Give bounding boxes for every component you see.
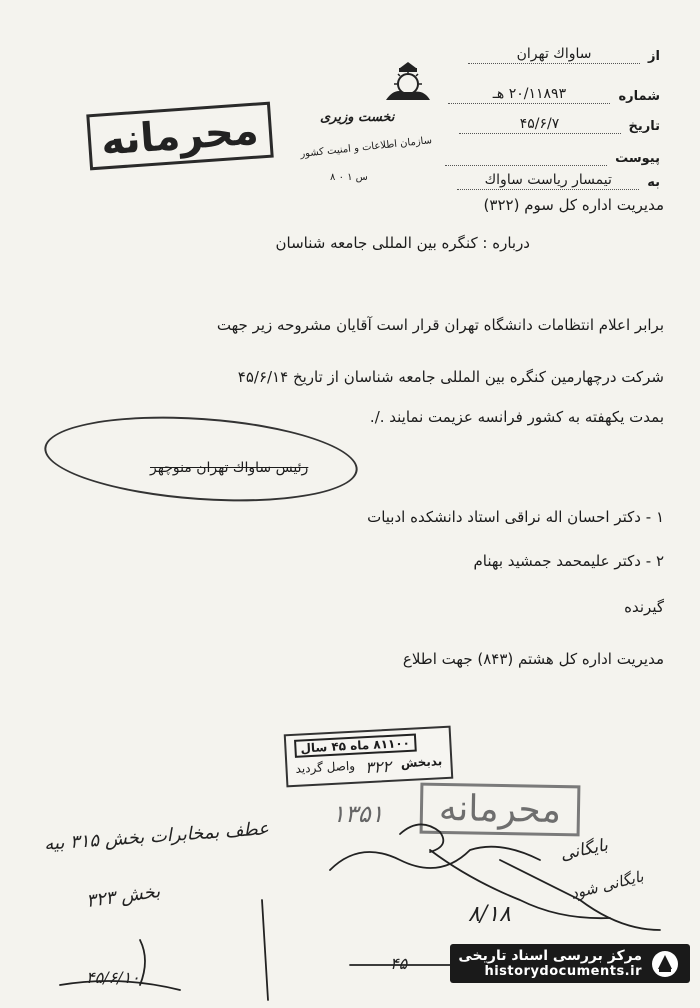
emblem	[348, 62, 468, 106]
recipients-label: گیرنده	[624, 598, 664, 616]
faint-handwritten-note: ۱۳۵۱	[332, 800, 384, 828]
emblem-code: س ۱ ۰ ۸	[330, 172, 368, 183]
handwritten-note-2: بخش ۳۲۳	[84, 880, 162, 913]
emblem-title: نخست وزیری	[320, 110, 395, 125]
confidential-stamp-top: محرمانه	[86, 102, 273, 171]
handwritten-note-5: ۸/۱۸	[468, 902, 511, 927]
person-2: ۲ - دکتر علیمحمد جمشید بهنام	[473, 552, 664, 570]
person-1: ۱ - دکتر احسان اله نراقی استاد دانشکده ادبیات	[367, 508, 664, 526]
emblem-subtitle: سازمان اطلاعات و امنیت کشور	[299, 135, 433, 160]
archive-logo-icon	[650, 949, 680, 979]
watermark-persian: مرکز بررسی اسناد تاریخی	[458, 948, 642, 964]
confidential-stamp-bottom: محرمانه	[420, 783, 581, 837]
registration-stamp-value: ۳۲۲	[364, 756, 392, 778]
registration-stamp-line1: ۸۱۱۰۰ ماه ۴۵ سال	[294, 734, 416, 758]
number-label: شماره	[618, 89, 660, 104]
recipient-line: مدیریت اداره کل سوم (۳۲۲)	[483, 196, 664, 214]
date-field	[459, 116, 661, 134]
signature-oval	[42, 407, 361, 511]
registration-stamp	[284, 726, 453, 788]
registration-stamp-tail: واصل گردید	[295, 758, 356, 776]
from-label: از	[648, 49, 660, 64]
signature-text: رئیس ساواك تهران منوچهر	[150, 460, 309, 476]
date-value: ۴۵/۶/۷	[459, 116, 621, 134]
body-line-2: شرکت درچهارمین کنگره بین المللی جامعه شناسان از تاریخ ۴۵/۶/۱۴	[237, 368, 664, 386]
handwritten-note-4: ۴۵	[390, 954, 408, 973]
handwritten-note-3: ۴۵/۶/۱۰	[86, 968, 140, 987]
body-line-3: بمدت یکهفته به کشور فرانسه عزیمت نمایند ./.	[369, 408, 664, 426]
handwritten-right-note-1: بایگانی	[558, 835, 610, 865]
archive-watermark	[450, 944, 690, 983]
to-field	[457, 172, 660, 190]
body-line-1: برابر اعلام انتظامات دانشگاه تهران قرار است آقایان مشروحه زیر جهت	[216, 316, 664, 334]
watermark-english: historydocuments.ir	[484, 964, 642, 979]
recipients-line: مدیریت اداره کل هشتم (۸۴۳) جهت اطلاع	[402, 650, 664, 668]
handwritten-note-1: عطف بمخابرات بخش ۳۱۵ بیه	[43, 818, 270, 855]
attachment-field	[445, 148, 660, 166]
lion-and-sun-icon	[380, 62, 436, 102]
subject-line: درباره : کنگره بین المللی جامعه شناسان	[275, 234, 530, 252]
to-value: تيمسار رياست ساواك	[457, 172, 639, 190]
registration-stamp-label: بدبخش	[400, 754, 443, 771]
signature-stroke-1	[330, 847, 540, 870]
handwritten-right-note-2: بایگانی شود	[568, 867, 646, 903]
from-value: ساواك تهران	[468, 46, 640, 64]
attachment-label: پیوست	[615, 151, 660, 166]
to-label: به	[647, 175, 660, 190]
signature-stroke-4	[140, 940, 145, 985]
date-label: تاریخ	[628, 119, 660, 134]
from-field	[468, 46, 660, 64]
number-value: ۲۰/۱۱۸۹۳ هـ	[448, 86, 610, 104]
number-field	[448, 86, 660, 104]
signature-stroke-5	[262, 900, 268, 1000]
